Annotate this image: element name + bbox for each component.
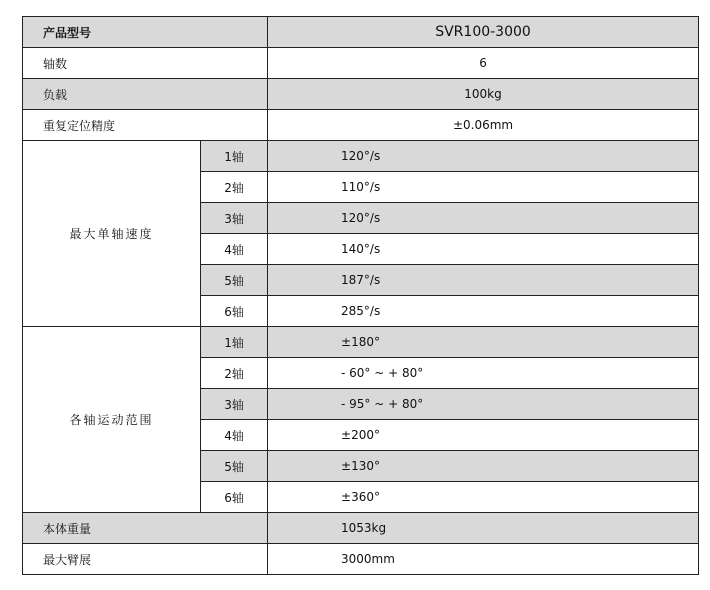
speed-axis-6: 6轴 xyxy=(201,296,268,327)
product-model-label: 产品型号 xyxy=(23,17,268,48)
speed-axis-3: 3轴 xyxy=(201,203,268,234)
spec-table xyxy=(22,16,699,575)
range-group-label: 各轴运动范围 xyxy=(23,327,201,513)
speed-axis-5: 5轴 xyxy=(201,265,268,296)
payload-value: 100kg xyxy=(268,79,699,110)
weight-value: 1053kg xyxy=(268,513,699,544)
range-value-5: ±130° xyxy=(268,451,699,482)
range-axis-2: 2轴 xyxy=(201,358,268,389)
range-value-3: - 95° ~ + 80° xyxy=(268,389,699,420)
range-axis-6: 6轴 xyxy=(201,482,268,513)
reach-label: 最大臂展 xyxy=(23,544,268,575)
weight-label: 本体重量 xyxy=(23,513,268,544)
range-value-2: - 60° ~ + 80° xyxy=(268,358,699,389)
range-value-1: ±180° xyxy=(268,327,699,358)
table-row xyxy=(23,544,699,575)
speed-axis-1: 1轴 xyxy=(201,141,268,172)
speed-value-6: 285°/s xyxy=(268,296,699,327)
repeatability-label: 重复定位精度 xyxy=(23,110,268,141)
speed-value-3: 120°/s xyxy=(268,203,699,234)
table-row xyxy=(23,110,699,141)
table-row xyxy=(23,79,699,110)
speed-value-4: 140°/s xyxy=(268,234,699,265)
range-axis-1: 1轴 xyxy=(201,327,268,358)
speed-axis-2: 2轴 xyxy=(201,172,268,203)
speed-value-2: 110°/s xyxy=(268,172,699,203)
repeatability-value: ±0.06mm xyxy=(268,110,699,141)
reach-value: 3000mm xyxy=(268,544,699,575)
table-row xyxy=(23,48,699,79)
speed-group-label: 最大单轴速度 xyxy=(23,141,201,327)
table-row xyxy=(23,513,699,544)
speed-value-1: 120°/s xyxy=(268,141,699,172)
axes-label: 轴数 xyxy=(23,48,268,79)
table-row xyxy=(23,141,699,172)
payload-label: 负载 xyxy=(23,79,268,110)
product-model-value: SVR100-3000 xyxy=(268,17,699,48)
range-axis-5: 5轴 xyxy=(201,451,268,482)
table-row xyxy=(23,327,699,358)
range-value-6: ±360° xyxy=(268,482,699,513)
range-axis-4: 4轴 xyxy=(201,420,268,451)
axes-value: 6 xyxy=(268,48,699,79)
table-header-row xyxy=(23,17,699,48)
speed-value-5: 187°/s xyxy=(268,265,699,296)
range-value-4: ±200° xyxy=(268,420,699,451)
speed-axis-4: 4轴 xyxy=(201,234,268,265)
range-axis-3: 3轴 xyxy=(201,389,268,420)
